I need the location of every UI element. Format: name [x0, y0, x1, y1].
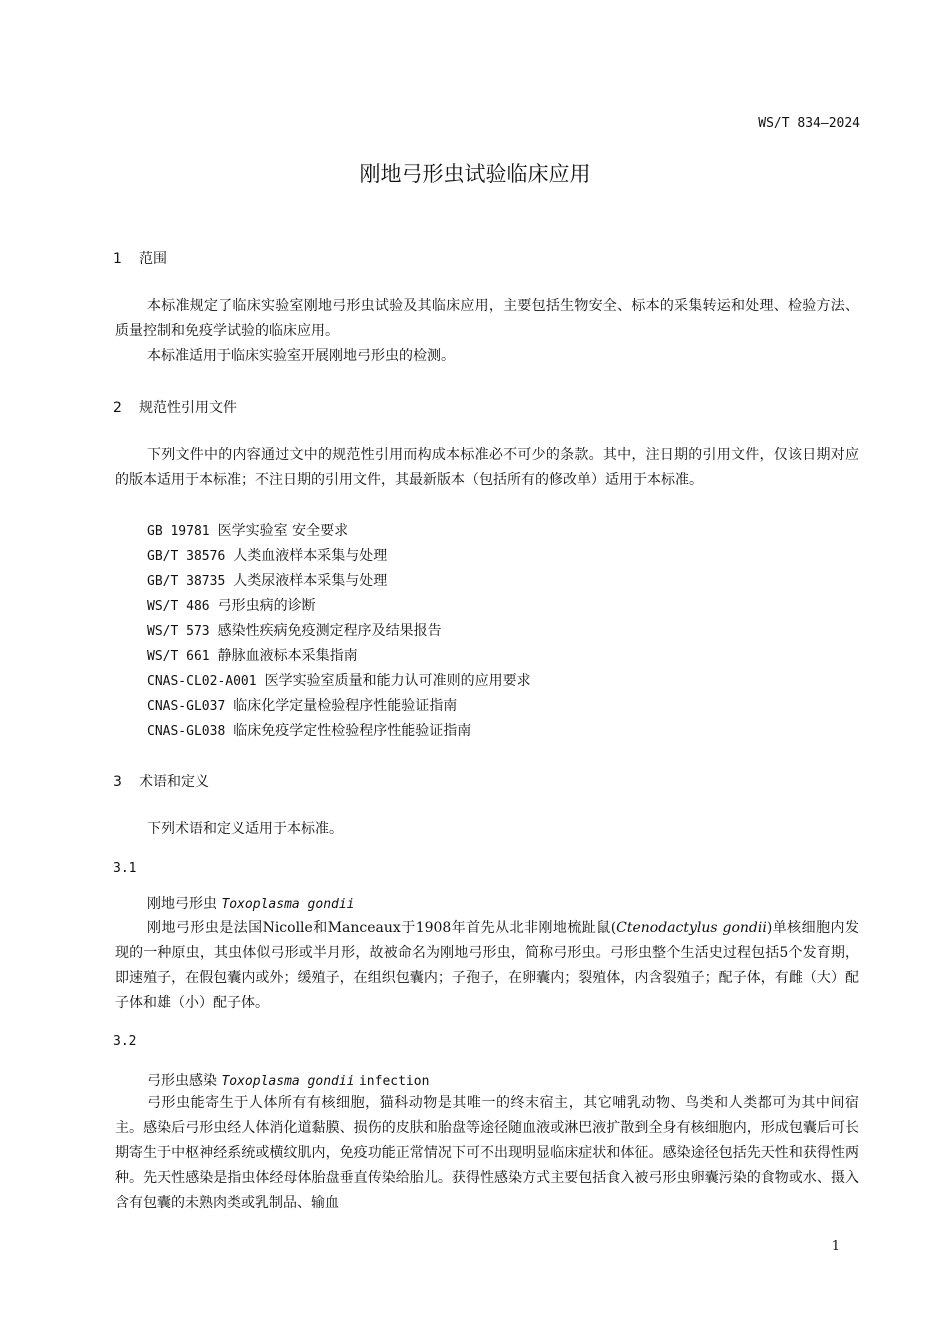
term-number: 3.1 [113, 861, 137, 876]
reference-code: GB/T 38735 [147, 574, 226, 589]
term-definition [115, 1091, 859, 1216]
definition-text: )单核细胞内发现的一种原虫，其虫体似弓形或半月形，故被命名为刚地弓形虫，简称弓形虫。弓形虫整个生活史过程包括5个发育期，即速殖子，在假包囊内或外；缓殖子，在组织包囊内；子孢子，在卵囊内；裂殖体，内含裂殖子；配子体，有雌（大）配子体和雄（小）配子体。 [115, 920, 859, 1011]
reference-title: 临床免疫学定性检验程序性能验证指南 [233, 723, 472, 739]
section-number: 3 [113, 774, 122, 790]
reference-code: GB/T 38576 [147, 549, 226, 564]
reference-item [147, 620, 442, 640]
reference-code: GB 19781 [147, 524, 210, 539]
term-chinese: 刚地弓形虫 [147, 896, 217, 912]
paragraph: 弓形虫能寄生于人体所有有核细胞，猫科动物是其唯一的终末宿主，其它哺乳动物、鸟类和人类都可为其中间宿主。感染后弓形虫经人体消化道黏膜、损伤的皮肤和胎盘等途径随血液或淋巴液扩散到全身有核细胞内，形成包囊后可长期寄生于中枢神经系统或横纹肌内，免疫功能正常情况下可不出现明显临床症状和体征。感染途径包括先天性和获得性两种。先天性感染是指虫体经母体胎盘垂直传染给胎儿。获得性感染方式主要包括食入被弓形虫卵囊污染的食物或水、摄入含有包囊的未熟肉类或乳制品、输血 [115, 1095, 859, 1211]
reference-title: 人类血液样本采集与处理 [233, 548, 388, 564]
definition-text: 刚地弓形虫是法国Nicolle和Manceaux于1908年首先从北非刚地梳趾鼠( [147, 920, 617, 936]
section-1-body [115, 294, 859, 369]
section-number: 2 [113, 400, 122, 416]
section-1-heading [113, 248, 167, 268]
reference-item [147, 695, 457, 715]
page-number: 1 [831, 1239, 840, 1254]
section-2-body [115, 443, 859, 493]
reference-code: WS/T 573 [147, 624, 210, 639]
term-number: 3.2 [113, 1034, 137, 1049]
standard-number: WS/T 834—2024 [758, 116, 860, 131]
reference-item [147, 520, 348, 540]
section-title: 术语和定义 [139, 774, 209, 790]
reference-code: CNAS-GL038 [147, 724, 226, 739]
term-english: Toxoplasma gondii [221, 1074, 355, 1089]
reference-item [147, 545, 387, 565]
paragraph: 本标准规定了临床实验室刚地弓形虫试验及其临床应用，主要包括生物安全、标本的采集转运和处理、检验方法、质量控制和免疫学试验的临床应用。 [115, 298, 859, 339]
term-heading [147, 893, 355, 913]
paragraph: 下列文件中的内容通过文中的规范性引用而构成本标准必不可少的条款。其中，注日期的引用文件，仅该日期对应的版本适用于本标准；不注日期的引用文件，其最新版本（包括所有的修改单）适用于本标准。 [115, 447, 859, 488]
reference-title: 人类尿液样本采集与处理 [233, 573, 388, 589]
reference-item [147, 720, 471, 740]
reference-item [147, 645, 358, 665]
reference-code: WS/T 661 [147, 649, 210, 664]
section-title: 范围 [139, 251, 167, 267]
reference-item [147, 670, 531, 690]
section-2-heading [113, 397, 237, 417]
term-english: Toxoplasma gondii [221, 897, 355, 912]
paragraph: 下列术语和定义适用于本标准。 [147, 821, 343, 837]
species-name: Ctenodactylus gondii [616, 920, 767, 936]
reference-code: CNAS-CL02-A001 [147, 674, 257, 689]
document-title: 刚地弓形虫试验临床应用 [359, 162, 591, 186]
paragraph: 本标准适用于临床实验室开展刚地弓形虫的检测。 [147, 348, 455, 364]
reference-title: 静脉血液标本采集指南 [217, 648, 358, 664]
term-chinese: 弓形虫感染 [147, 1073, 217, 1089]
reference-item [147, 595, 316, 615]
reference-code: CNAS-GL037 [147, 699, 226, 714]
section-3-heading [113, 771, 209, 791]
section-title: 规范性引用文件 [139, 400, 237, 416]
term-definition [115, 916, 859, 1016]
reference-title: 临床化学定量检验程序性能验证指南 [233, 698, 458, 714]
term-heading [147, 1070, 429, 1090]
reference-title: 医学实验室 安全要求 [217, 523, 349, 539]
section-number: 1 [113, 251, 122, 267]
reference-title: 弓形虫病的诊断 [217, 598, 316, 614]
reference-code: WS/T 486 [147, 599, 210, 614]
paragraph [115, 916, 859, 1016]
reference-item [147, 570, 387, 590]
reference-title: 感染性疾病免疫测定程序及结果报告 [217, 623, 442, 639]
reference-title: 医学实验室质量和能力认可准则的应用要求 [264, 673, 531, 689]
section-3-intro [115, 817, 859, 842]
term-english-suffix: infection [358, 1074, 430, 1089]
